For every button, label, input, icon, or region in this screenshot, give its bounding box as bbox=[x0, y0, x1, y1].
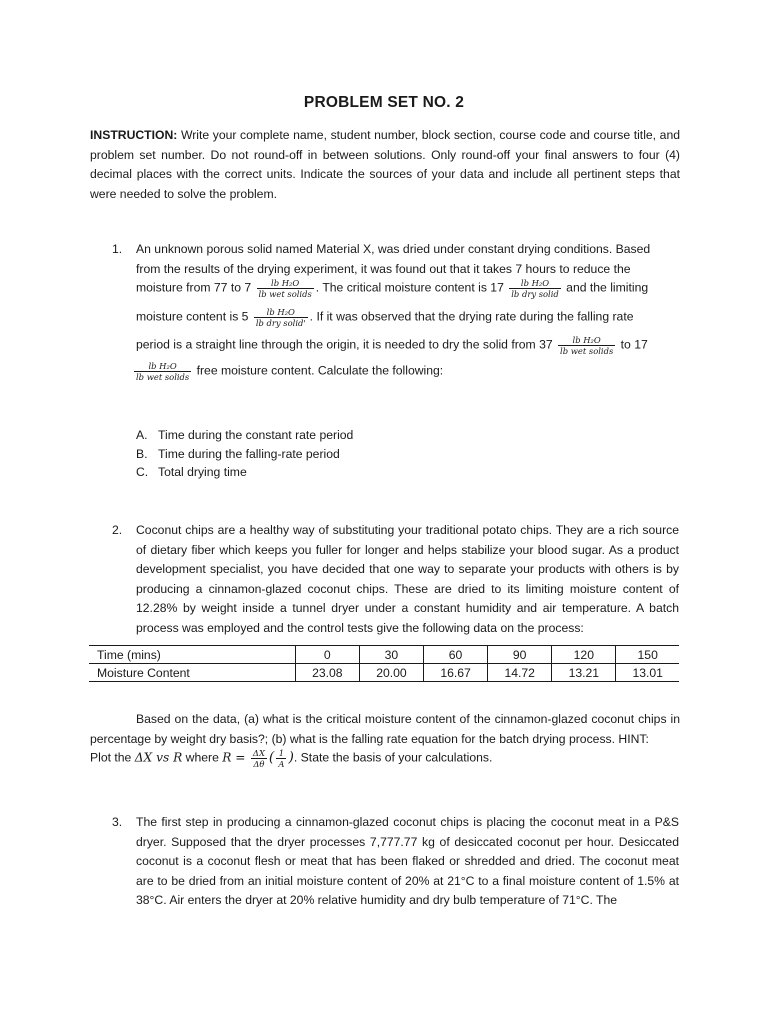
page-title: PROBLEM SET NO. 2 bbox=[303, 94, 465, 111]
problem-3-paragraph: The first step in producing a cinnamon-glazed coconut chips is placing the coconut meat in a P&S dryer. Supposed that the dryer processes 7,777.77 kg of desiccated coconut per hour. Desiccated coconut is a coconut flesh or meat that has been flaked or shredded and dried. The coconut meat are to be dried from an initial moisture content of 20% at 21°C to a final moisture content of 1.5% at 38°C. Air enters the dryer at 20% relative humidity and dry bulb temperature of 71°C. The bbox=[136, 815, 679, 908]
problem-1-line-5 bbox=[136, 335, 648, 356]
p1-l5b: to 17 bbox=[620, 337, 648, 352]
p1-l4a: moisture content is 5 bbox=[136, 309, 249, 324]
fraction-one-over-a: $\frac{1}{A}$ bbox=[278, 748, 285, 769]
p1-l5a: period is a straight line through the origin, it is needed to dry the solid from 37 bbox=[136, 337, 553, 352]
problem-2-question bbox=[90, 710, 680, 749]
p1-l4b: . If it was observed that the drying rate during the falling rate bbox=[309, 309, 634, 324]
table-header-row bbox=[89, 646, 679, 664]
fraction-dx-dtheta: $\frac{\Delta X}{\Delta\theta}$ bbox=[252, 748, 265, 769]
table-header-cell: 120 bbox=[552, 646, 616, 664]
based-text: Based on the data, (a) what is the critical moisture content of the cinnamon-glazed coconut chips in percentage by weight dry basis?; (b) what is the falling rate equation for the batch drying process. HINT: bbox=[90, 712, 680, 746]
fraction-lb-h2o-per-lb-dry-solid-2: $\frac{\text{lb H₂O}}{\text{lb dry solid'}}$ bbox=[255, 307, 306, 328]
table-cell: 14.72 bbox=[488, 664, 552, 682]
list-item: B. Time during the falling-rate period bbox=[136, 446, 340, 461]
table-cell: 20.00 bbox=[359, 664, 423, 682]
p1-l6a: free moisture content. Calculate the following: bbox=[196, 363, 444, 378]
p1-l3b: . The critical moisture content is 17 bbox=[315, 280, 504, 295]
r-equals: R = bbox=[222, 750, 246, 765]
instruction-text: Write your complete name, student number, block section, course code and course title, and problem set number. Do not round-off in between solutions. Only round-off your final answers to four (4) decimal places with the correct units. Indicate the sources of your data and include all pertinent steps that were needed to solve the problem. bbox=[90, 128, 680, 201]
p1-l3c: and the limiting bbox=[566, 280, 649, 295]
table-cell: 13.01 bbox=[616, 664, 679, 682]
table-cell: 23.08 bbox=[295, 664, 359, 682]
fraction-lb-h2o-per-lb-wet-solids: $\frac{\text{lb H₂O}}{\text{lb wet solids}}$ bbox=[258, 278, 312, 299]
problem-1-line-4 bbox=[136, 307, 634, 328]
problem-3-number: 3. bbox=[112, 815, 123, 829]
problem-1-sublist bbox=[136, 426, 353, 482]
delta-x-vs-r: ΔX vs R bbox=[134, 750, 183, 765]
problem-1-line-1: An unknown porous solid named Material X, was dried under constant drying conditions. Based bbox=[136, 242, 651, 256]
problem-1-number: 1. bbox=[112, 242, 123, 256]
problem-1-line-3 bbox=[136, 278, 648, 299]
problem-1-line-2: from the results of the drying experiment, it was found out that it takes 7 hours to reduce the bbox=[136, 262, 631, 276]
moisture-data-table bbox=[89, 645, 679, 682]
fraction-lb-h2o-per-lb-wet-solids-2: $\frac{\text{lb H₂O}}{\text{lb wet solids}}$ bbox=[560, 335, 614, 356]
p1-l3a: moisture from 77 to 7 bbox=[136, 280, 252, 295]
table-header-cell: 150 bbox=[616, 646, 679, 664]
table-header-cell: 0 bbox=[295, 646, 359, 664]
list-item: A. Time during the constant rate period bbox=[136, 428, 354, 442]
table-header-cell: 30 bbox=[359, 646, 423, 664]
table-header-cell: 60 bbox=[424, 646, 488, 664]
table-cell: Moisture Content bbox=[89, 664, 295, 682]
problem-1-line-6 bbox=[136, 361, 443, 382]
table-cell: 13.21 bbox=[552, 664, 616, 682]
fraction-lb-h2o-per-lb-wet-solids-3: $\frac{\text{lb H₂O}}{\text{lb wet solids}}$ bbox=[136, 361, 190, 382]
problem-2-hint-line: Plot the ΔX vs R where R = $\frac{\Delta X}{\Delta\theta}$ ( $\frac{1}{A}$ ). State the basis of your calculations. bbox=[90, 748, 493, 769]
fraction-lb-h2o-per-lb-dry-solid: $\frac{\text{lb H₂O}}{\text{lb dry solid}}$ bbox=[511, 278, 559, 299]
table-row bbox=[89, 664, 679, 682]
problem-2-number: 2. bbox=[112, 523, 123, 537]
instruction-label: INSTRUCTION: bbox=[90, 128, 178, 142]
list-item: C. Total drying time bbox=[136, 465, 247, 479]
table-cell: 16.67 bbox=[424, 664, 488, 682]
table-header-cell: 90 bbox=[488, 646, 552, 664]
problem-2-paragraph: Coconut chips are a healthy way of substituting your traditional potato chips. They are a rich source of dietary fiber which keeps you fuller for longer and helps stabilize your blood sugar. As a product development specialist, you have decided that one way to separate your products with others is by producing a cinnamon-glazed coconut chips. These are dried to its limiting moisture content of 12.28% by weight inside a tunnel dryer under a constant humidity and air temperature. A batch process was employed and the control tests give the following data on the process: bbox=[136, 523, 679, 635]
table-header-cell: Time (mins) bbox=[89, 646, 295, 664]
instruction-paragraph bbox=[90, 126, 680, 204]
